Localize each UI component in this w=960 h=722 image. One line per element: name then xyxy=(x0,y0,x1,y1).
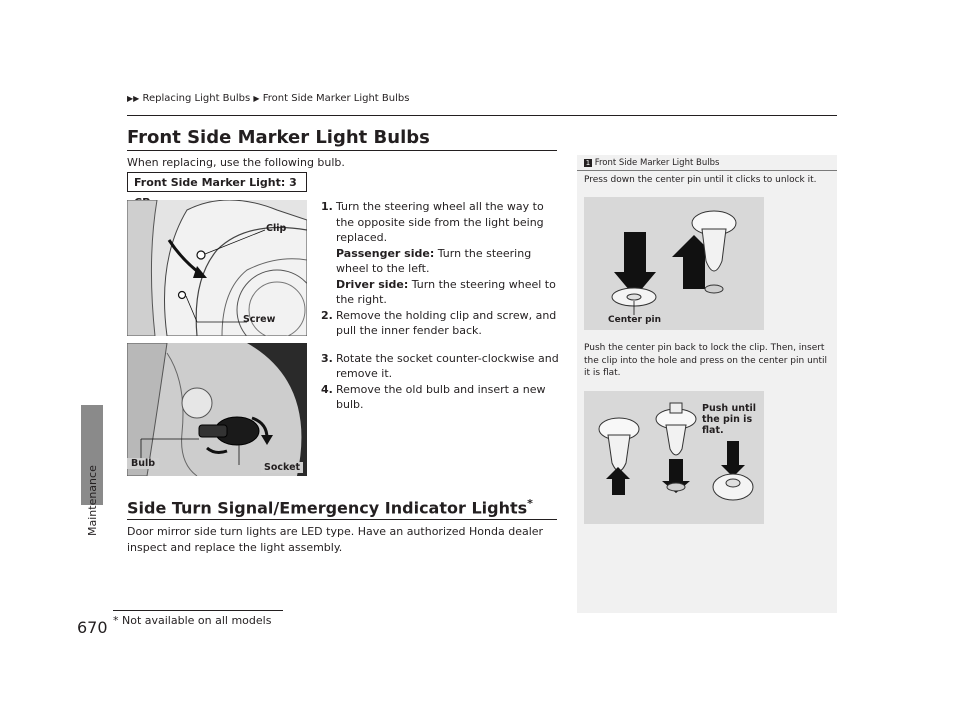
socket-bulb-figure xyxy=(127,343,307,476)
socket-illustration xyxy=(127,343,307,476)
callout-push-until-flat: Push until the pin is flat. xyxy=(702,403,757,436)
side-turn-text: Door mirror side turn lights are LED type. Have an authorized Honda dealer inspect and replace the light assembly. xyxy=(127,525,544,554)
callout-socket: Socket xyxy=(261,462,303,473)
heading-divider xyxy=(127,519,557,520)
breadcrumb-arrow-icon: ▶ xyxy=(253,94,260,103)
step-1: 1. Turn the steering wheel all the way to the opposite side from the light being replaced. xyxy=(321,200,544,244)
callout-center-pin: Center pin xyxy=(608,315,662,325)
heading-divider xyxy=(127,150,557,151)
section-tab-label: Maintenance xyxy=(86,465,99,536)
header-divider xyxy=(127,115,837,116)
footnote: * Not available on all models xyxy=(113,614,272,627)
note-divider xyxy=(577,170,837,171)
breadcrumb-item[interactable]: Front Side Marker Light Bulbs xyxy=(262,93,410,104)
center-pin-lock-figure xyxy=(584,391,764,524)
section-heading: Front Side Marker Light Bulbs xyxy=(127,127,430,148)
step-1-driver: Driver side: Turn the steering wheel to the right. xyxy=(336,277,556,306)
note-text-unlock: Press down the center pin until it clicks to unlock it. xyxy=(584,175,817,185)
center-pin-unlock-figure xyxy=(584,197,764,330)
note-title: 1 Front Side Marker Light Bulbs xyxy=(585,158,720,168)
step-4: 4. Remove the old bulb and insert a new bulb. xyxy=(321,382,546,411)
page-number: 670 xyxy=(77,618,108,637)
intro-text: When replacing, use the following bulb. xyxy=(127,156,345,169)
fender-clip-figure xyxy=(127,200,307,336)
breadcrumb-arrow-icon: ▶▶ xyxy=(127,94,140,103)
callout-clip: Clip xyxy=(266,223,287,234)
step-3: 3. Rotate the socket counter-clockwise and remove it. xyxy=(321,351,559,380)
note-number-icon: 1 xyxy=(585,158,591,167)
breadcrumb xyxy=(127,93,409,104)
instruction-steps xyxy=(321,199,561,413)
breadcrumb-item[interactable]: Replacing Light Bulbs xyxy=(142,93,251,104)
bulb-spec-box: Front Side Marker Light: 3 xyxy=(127,172,307,192)
callout-screw: Screw xyxy=(243,314,276,325)
unlock-clip-illustration xyxy=(584,197,764,330)
footnote-divider xyxy=(113,610,283,611)
step-2: 2. Remove the holding clip and screw, and pull the inner fender back. xyxy=(321,308,557,337)
section-heading-side-turn: Side Turn Signal/Emergency Indicator Lights* xyxy=(127,497,533,518)
step-1-passenger: Passenger side: Turn the steering wheel to the left. xyxy=(336,246,532,275)
note-text-lock: Push the center pin back to lock the clip. Then, insert the clip into the hole and press on the center pin until it is flat. xyxy=(584,343,828,378)
callout-bulb: Bulb xyxy=(127,458,159,469)
fender-illustration xyxy=(127,200,307,336)
